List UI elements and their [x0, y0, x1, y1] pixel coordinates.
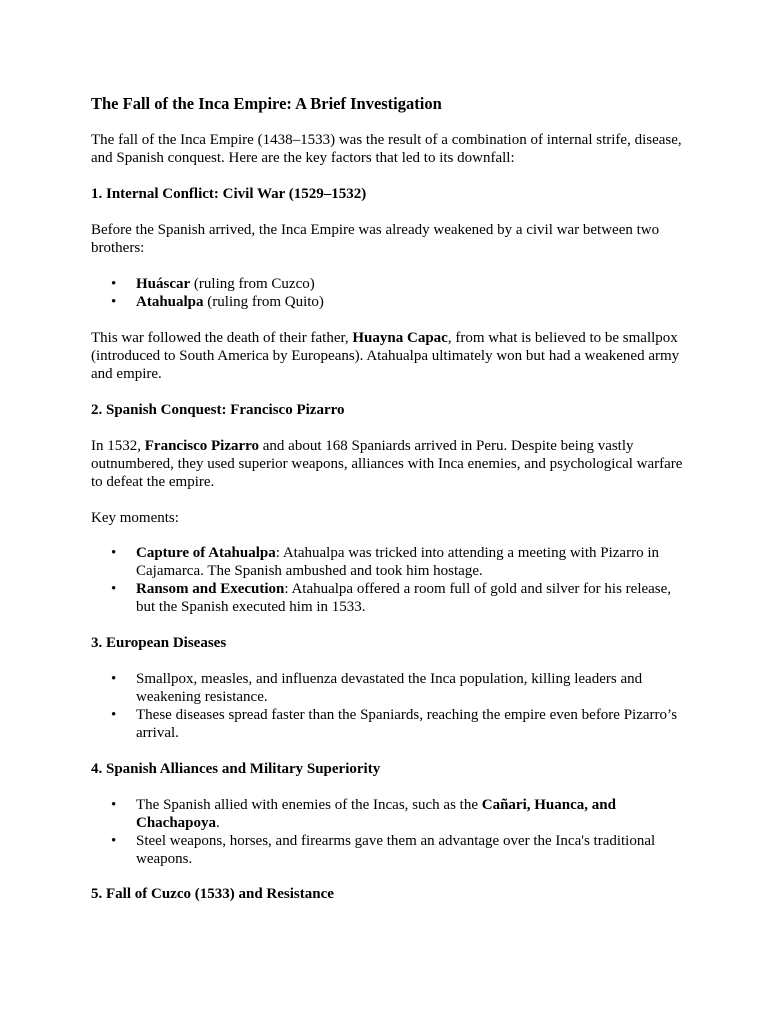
section-heading-5: 5. Fall of Cuzco (1533) and Resistance [91, 886, 334, 902]
bold-term: Huáscar [136, 276, 191, 292]
bold-term: Capture of Atahualpa [136, 545, 276, 561]
section-heading-4: 4. Spanish Alliances and Military Superiority [91, 761, 381, 777]
list-item [91, 580, 691, 616]
text-run: The Spanish allied with enemies of the Incas, such as the [136, 797, 482, 813]
section1-text-2 [91, 329, 691, 383]
section-heading-3: 3. European Diseases [91, 635, 227, 651]
bold-term: Cañari, Huanca, and Chachapoya [136, 797, 616, 831]
section1-text: Before the Spanish arrived, the Inca Empire was already weakened by a civil war between two brothers: [91, 222, 660, 256]
section1-list [91, 275, 691, 311]
list-item: • Smallpox, measles, and influenza devastated the Inca population, killing leaders and weakening resistance. [91, 670, 691, 706]
text-run: This war followed the death of their father, [91, 330, 353, 346]
text-run: In 1532, [91, 438, 145, 454]
section1-paragraph-2 [91, 329, 691, 383]
list-item [91, 275, 691, 293]
section2-paragraph [91, 437, 691, 491]
list-item [91, 293, 691, 311]
section3-list [91, 670, 691, 742]
bold-term: Huayna Capac [352, 330, 448, 346]
section1-paragraph [91, 221, 691, 257]
text-run: , from what is believed to be smallpox (introduced to South America by Europeans). Atahualpa ultimately won but had a weakened army and empire. [91, 330, 680, 382]
key-moments-label: Key moments: [91, 510, 179, 526]
bold-term: Francisco Pizarro [144, 438, 260, 454]
text-run: and about 168 Spaniards arrived in Peru. Despite being vastly outnumbered, they used superior weapons, alliances with Inca enemies, and psychological warfare to defeat the empire. [91, 438, 683, 490]
list-item: • Steel weapons, horses, and firearms gave them an advantage over the Inca's traditional weapons. [91, 832, 691, 868]
page-title: The Fall of the Inca Empire: A Brief Investigation [91, 94, 442, 113]
text-run: . [216, 815, 220, 831]
section-heading-2: 2. Spanish Conquest: Francisco Pizarro [91, 402, 345, 418]
list-item [91, 544, 691, 580]
item-text: : Atahualpa offered a room full of gold and silver for his release, but the Spanish executed him in 1533. [136, 581, 672, 615]
intro-paragraph [91, 131, 691, 167]
section4-list [91, 796, 691, 868]
section2-list [91, 544, 691, 616]
bold-term: Atahualpa [136, 294, 204, 310]
item-text: (ruling from Quito) [203, 294, 324, 310]
list-item: • These diseases spread faster than the Spaniards, reaching the empire even before Pizarro’s arrival. [91, 706, 691, 742]
bold-term: Ransom and Execution [136, 581, 285, 597]
item-text: (ruling from Cuzco) [190, 276, 315, 292]
list-item [91, 796, 691, 832]
section-heading-1: 1. Internal Conflict: Civil War (1529–1532) [91, 186, 367, 202]
item-text: : Atahualpa was tricked into attending a meeting with Pizarro in Cajamarca. The Spanish ambushed and took him hostage. [136, 545, 659, 579]
section2-text [91, 437, 691, 491]
intro-text: The fall of the Inca Empire (1438–1533) was the result of a combination of internal strife, disease, and Spanish conquest. Here are the key factors that led to its downfall: [91, 132, 682, 166]
